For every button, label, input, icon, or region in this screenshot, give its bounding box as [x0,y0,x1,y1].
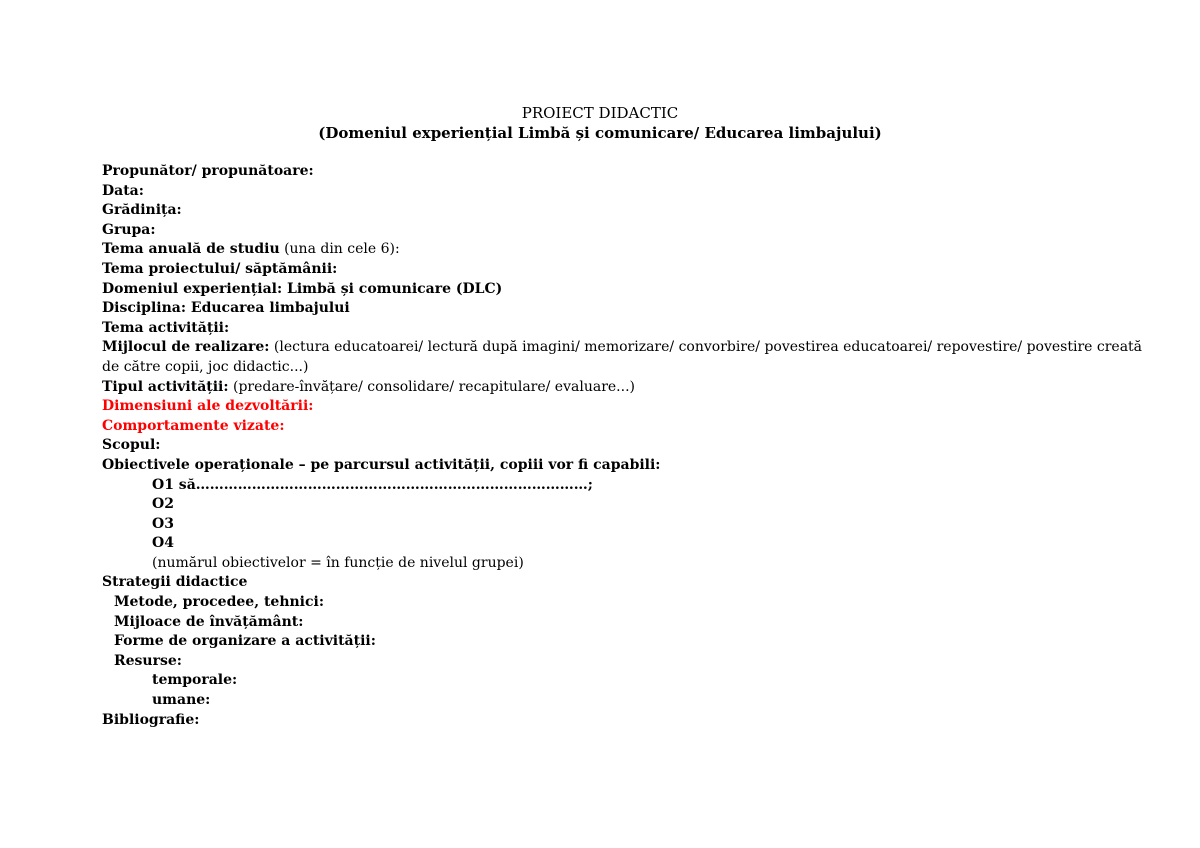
field-disciplina: Disciplina: Educarea limbajului [102,300,350,317]
mijlocul-note-2: de către copii, joc didactic...) [102,358,309,375]
objective-o2: O2 [152,496,174,513]
field-mijlocul [102,338,1143,358]
title-block [0,103,1200,143]
objective-o4: O4 [152,535,174,552]
strategy-metode: Metode, procedee, tehnici: [114,594,324,611]
field-gradinita: Grădinița: [102,202,182,219]
document-body [102,162,1143,730]
strategy-mijloace: Mijloace de învățământ: [114,613,304,630]
tipul-note: (predare-învățare/ consolidare/ recapitulare/ evaluare...) [228,378,635,395]
field-tema-proiect: Tema proiectului/ săptămânii: [102,260,338,277]
objectives-header: Obiectivele operaționale – pe parcursul activității, copiii vor fi capabili: [102,456,661,473]
field-propunator: Propunător/ propunătoare: [102,163,314,179]
field-tema-activitatii: Tema activității: [102,319,230,336]
field-comportamente: Comportamente vizate: [102,417,285,434]
strategies-header: Strategii didactice [102,574,248,591]
field-dimensiuni: Dimensiuni ale dezvoltării: [102,398,314,415]
resurse-temporale: temporale: [152,672,238,689]
bibliografie: Bibliografie: [102,711,200,728]
tipul-label: Tipul activității: [102,378,229,395]
mijlocul-note-1: (lectura educatoarei/ lectură după imagini/ memorizare/ convorbire/ povestirea educatoarei/ repovestire/ povestire creată [269,339,1143,356]
mijlocul-label: Mijlocul de realizare: [102,339,270,356]
strategy-resurse: Resurse: [114,652,182,669]
page-title: PROIECT DIDACTIC [521,104,679,122]
field-domeniul: Domeniul experiențial: Limbă și comunicare (DLC) [102,280,503,297]
strategy-forme: Forme de organizare a activității: [114,633,376,650]
field-tipul [102,378,1102,398]
field-data: Data: [102,182,144,199]
tema-anuala-label: Tema anuală de studiu [102,241,280,258]
objectives-note: (numărul obiectivelor = în funcție de nivelul grupei) [152,554,524,571]
resurse-umane: umane: [152,692,211,709]
objective-o1: O1 să…………………………………………………………………………; [152,476,593,493]
field-grupa: Grupa: [102,221,156,238]
field-tema-anuala [102,240,1102,260]
tema-anuala-note: (una din cele 6): [279,241,400,258]
field-scopul: Scopul: [102,437,161,454]
objective-o3: O3 [152,515,174,532]
page-subtitle: (Domeniul experiențial Limbă și comunicare/ Educarea limbajului) [318,124,882,142]
